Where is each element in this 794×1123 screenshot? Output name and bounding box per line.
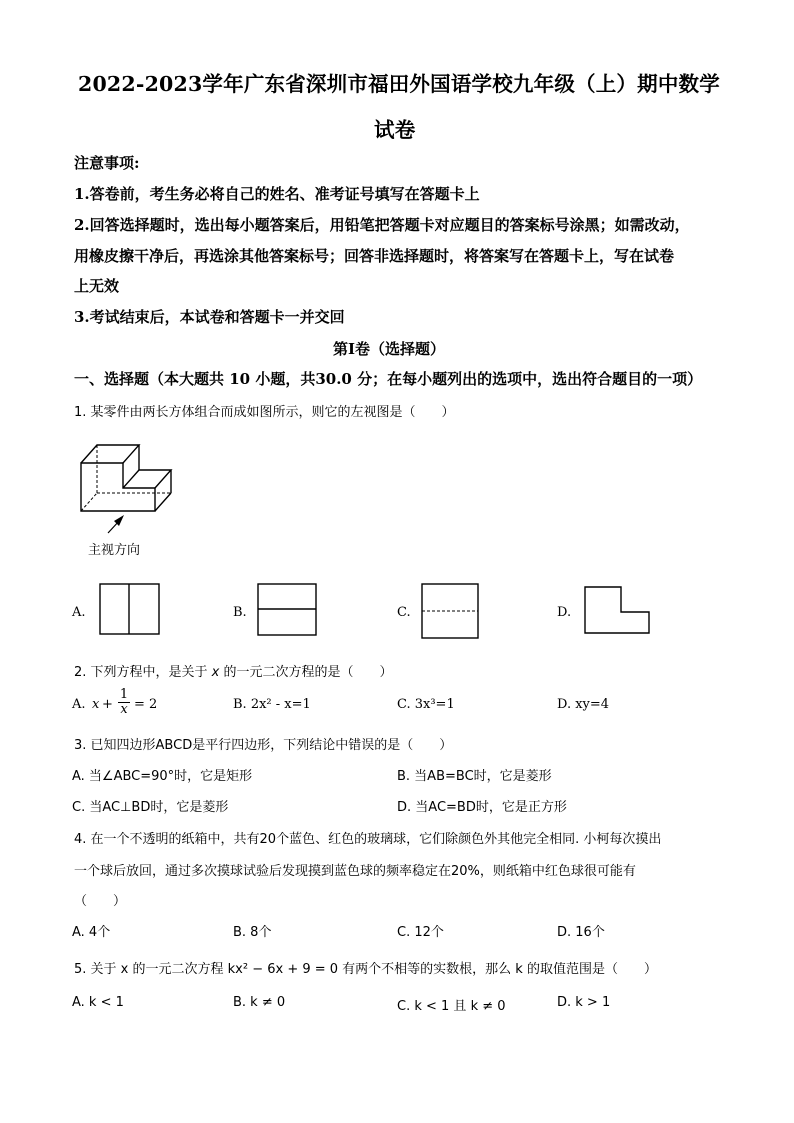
question-1-text: 1. 某零件由两长方体组合而成如图所示，则它的左视图是（ ） <box>74 405 455 420</box>
option-d-view <box>585 587 649 633</box>
hidden-edges <box>81 445 171 511</box>
question-4-line3: （ ） <box>74 894 127 909</box>
page-title-line1: 2022-2023学年广东省深圳市福田外国语学校九年级（上）期中数学 <box>78 72 720 96</box>
option-c-label: C. <box>397 605 411 620</box>
question-3-option-b: B. 当AB=BC时，它是菱形 <box>397 769 552 784</box>
notes-item-3: 3.考试结束后，本试卷和答题卡一并交回 <box>74 308 345 326</box>
question-5-option-c: C. k < 1 且 k ≠ 0 <box>397 999 506 1014</box>
question-4-option-b: B. 8个 <box>233 925 272 940</box>
question-2-option-b: B. 2x² - x=1 <box>233 697 311 712</box>
question-3-text: 3. 已知四边形ABCD是平行四边形，下列结论中错误的是（ ） <box>74 738 453 753</box>
question-2-option-a-rhs: = 2 <box>134 697 158 712</box>
notes-item-2-line1: 2.回答选择题时，选出每小题答案后，用铅笔把答题卡对应题目的答案标号涂黑；如需改动， <box>74 216 690 234</box>
notes-item-2-line3: 上无效 <box>74 277 120 295</box>
page-title-line2: 试卷 <box>374 118 416 142</box>
question-2-text: 2. 下列方程中，是关于 x 的一元二次方程的是（ ） <box>74 665 393 680</box>
question-4-line2: 一个球后放回，通过多次摸球试验后发现摸到蓝色球的频率稳定在20%，则纸箱中红色球很可能有 <box>74 864 636 879</box>
question-3-option-a: A. 当∠ABC=90°时，它是矩形 <box>72 769 253 784</box>
view-direction-arrow-icon <box>108 515 124 533</box>
question-5-option-a: A. k < 1 <box>72 995 124 1010</box>
question-5-option-d: D. k > 1 <box>557 995 611 1010</box>
question-2-option-a: A. x + <box>72 697 113 712</box>
question-4-line1: 4. 在一个不透明的纸箱中，共有20个蓝色、红色的玻璃球，它们除颜色外其他完全相同. 小柯每次摸出 <box>74 832 662 847</box>
option-a-view <box>100 584 159 634</box>
notes-heading: 注意事项: <box>74 154 140 172</box>
option-d-label: D. <box>557 605 572 620</box>
question-4-option-a: A. 4个 <box>72 925 111 940</box>
option-b-label: B. <box>233 605 247 620</box>
notes-item-1: 1.答卷前，考生务必将自己的姓名、准考证号填写在答题卡上 <box>74 185 480 203</box>
question-4-option-c: C. 12个 <box>397 925 444 940</box>
part-title: 第Ⅰ卷（选择题） <box>333 340 446 358</box>
option-a-label: A. <box>72 605 86 620</box>
question-3-option-c: C. 当AC⊥BD时，它是菱形 <box>72 800 229 815</box>
question-2-option-d: D. xy=4 <box>557 697 610 712</box>
question-4-option-d: D. 16个 <box>557 925 605 940</box>
question-2-fraction: 1 x <box>119 687 129 717</box>
option-b-view <box>258 584 316 635</box>
section-heading: 一、选择题（本大题共 10 小题，共30.0 分；在每小题列出的选项中，选出符合题目的一项） <box>74 370 703 388</box>
l-shaped-solid <box>81 445 171 511</box>
question-3-option-d: D. 当AC=BD时，它是正方形 <box>397 800 567 815</box>
notes-item-2-line2: 用橡皮擦干净后，再选涂其他答案标号；回答非选择题时，将答案写在答题卡上，写在试卷 <box>74 247 675 265</box>
question-5-text: 5. 关于 x 的一元二次方程 kx² − 6x + 9 = 0 有两个不相等的实数根，那么 k 的取值范围是（ ） <box>74 962 657 977</box>
question-2-option-c: C. 3x³=1 <box>397 697 455 712</box>
question-5-option-b: B. k ≠ 0 <box>233 995 286 1010</box>
view-direction-label: 主视方向 <box>88 543 141 558</box>
